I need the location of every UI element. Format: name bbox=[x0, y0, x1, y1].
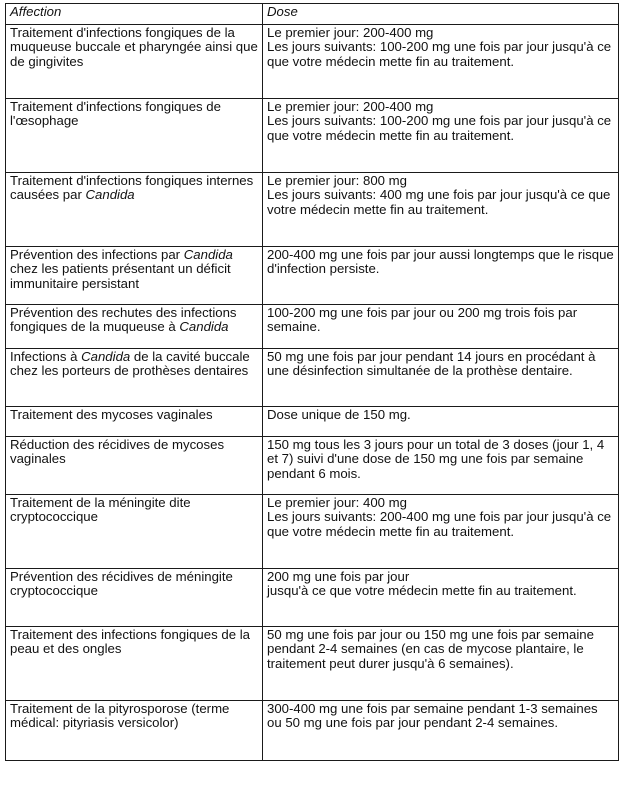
table-row bbox=[6, 304, 619, 348]
affection-cell: Traitement des infections fongiques de la peau et des ongles bbox=[6, 626, 263, 700]
table-row bbox=[6, 626, 619, 700]
dose-cell: Le premier jour: 800 mg Les jours suivants: 400 mg une fois par jour jusqu'à ce que votre médecin mette fin au traitement. bbox=[263, 172, 619, 246]
table-row bbox=[6, 172, 619, 246]
table-row bbox=[6, 700, 619, 760]
table-row bbox=[6, 406, 619, 436]
dose-cell: 150 mg tous les 3 jours pour un total de 3 doses (jour 1, 4 et 7) suivi d'une dose de 150 mg une fois par semaine pendant 6 mois. bbox=[263, 436, 619, 494]
affection-cell: Traitement de la méningite dite cryptococcique bbox=[6, 494, 263, 568]
table-header-row bbox=[6, 4, 619, 25]
dose-cell: Le premier jour: 200-400 mg Les jours suivants: 100-200 mg une fois par jour jusqu'à ce que votre médecin mette fin au traitement. bbox=[263, 98, 619, 172]
affection-cell: Traitement d'infections fongiques internes causées par Candida bbox=[6, 172, 263, 246]
affection-cell: Traitement des mycoses vaginales bbox=[6, 406, 263, 436]
dosage-table bbox=[5, 3, 619, 761]
header-dose: Dose bbox=[263, 4, 619, 25]
affection-cell: Prévention des rechutes des infections fongiques de la muqueuse à Candida bbox=[6, 304, 263, 348]
affection-cell: Infections à Candida de la cavité buccale chez les porteurs de prothèses dentaires bbox=[6, 348, 263, 406]
dose-cell: 100-200 mg une fois par jour ou 200 mg trois fois par semaine. bbox=[263, 304, 619, 348]
table-row bbox=[6, 568, 619, 626]
affection-cell: Traitement d'infections fongiques de la muqueuse buccale et pharyngée ainsi que de gingivites bbox=[6, 24, 263, 98]
table-row bbox=[6, 494, 619, 568]
dose-cell: 200 mg une fois par jour jusqu'à ce que votre médecin mette fin au traitement. bbox=[263, 568, 619, 626]
dose-cell: 300-400 mg une fois par semaine pendant 1-3 semaines ou 50 mg une fois par jour pendant 2-4 semaines. bbox=[263, 700, 619, 760]
table-row bbox=[6, 24, 619, 98]
dose-cell: Le premier jour: 400 mg Les jours suivants: 200-400 mg une fois par jour jusqu'à ce que votre médecin mette fin au traitement. bbox=[263, 494, 619, 568]
table-row bbox=[6, 348, 619, 406]
affection-cell: Prévention des infections par Candida chez les patients présentant un déficit immunitaire persistant bbox=[6, 246, 263, 304]
dose-cell: 50 mg une fois par jour pendant 14 jours en procédant à une désinfection simultanée de la prothèse dentaire. bbox=[263, 348, 619, 406]
table-row bbox=[6, 246, 619, 304]
dose-cell: 200-400 mg une fois par jour aussi longtemps que le risque d'infection persiste. bbox=[263, 246, 619, 304]
affection-cell: Traitement d'infections fongiques de l'œsophage bbox=[6, 98, 263, 172]
dose-cell: Dose unique de 150 mg. bbox=[263, 406, 619, 436]
table-row bbox=[6, 98, 619, 172]
affection-cell: Réduction des récidives de mycoses vaginales bbox=[6, 436, 263, 494]
affection-cell: Traitement de la pityrosporose (terme médical: pityriasis versicolor) bbox=[6, 700, 263, 760]
table-row bbox=[6, 436, 619, 494]
affection-cell: Prévention des récidives de méningite cryptococcique bbox=[6, 568, 263, 626]
dose-cell: Le premier jour: 200-400 mg Les jours suivants: 100-200 mg une fois par jour jusqu'à ce que votre médecin mette fin au traitement. bbox=[263, 24, 619, 98]
dose-cell: 50 mg une fois par jour ou 150 mg une fois par semaine pendant 2-4 semaines (en cas de mycose plantaire, le traitement peut durer jusqu'à 6 semaines). bbox=[263, 626, 619, 700]
header-affection: Affection bbox=[6, 4, 263, 25]
